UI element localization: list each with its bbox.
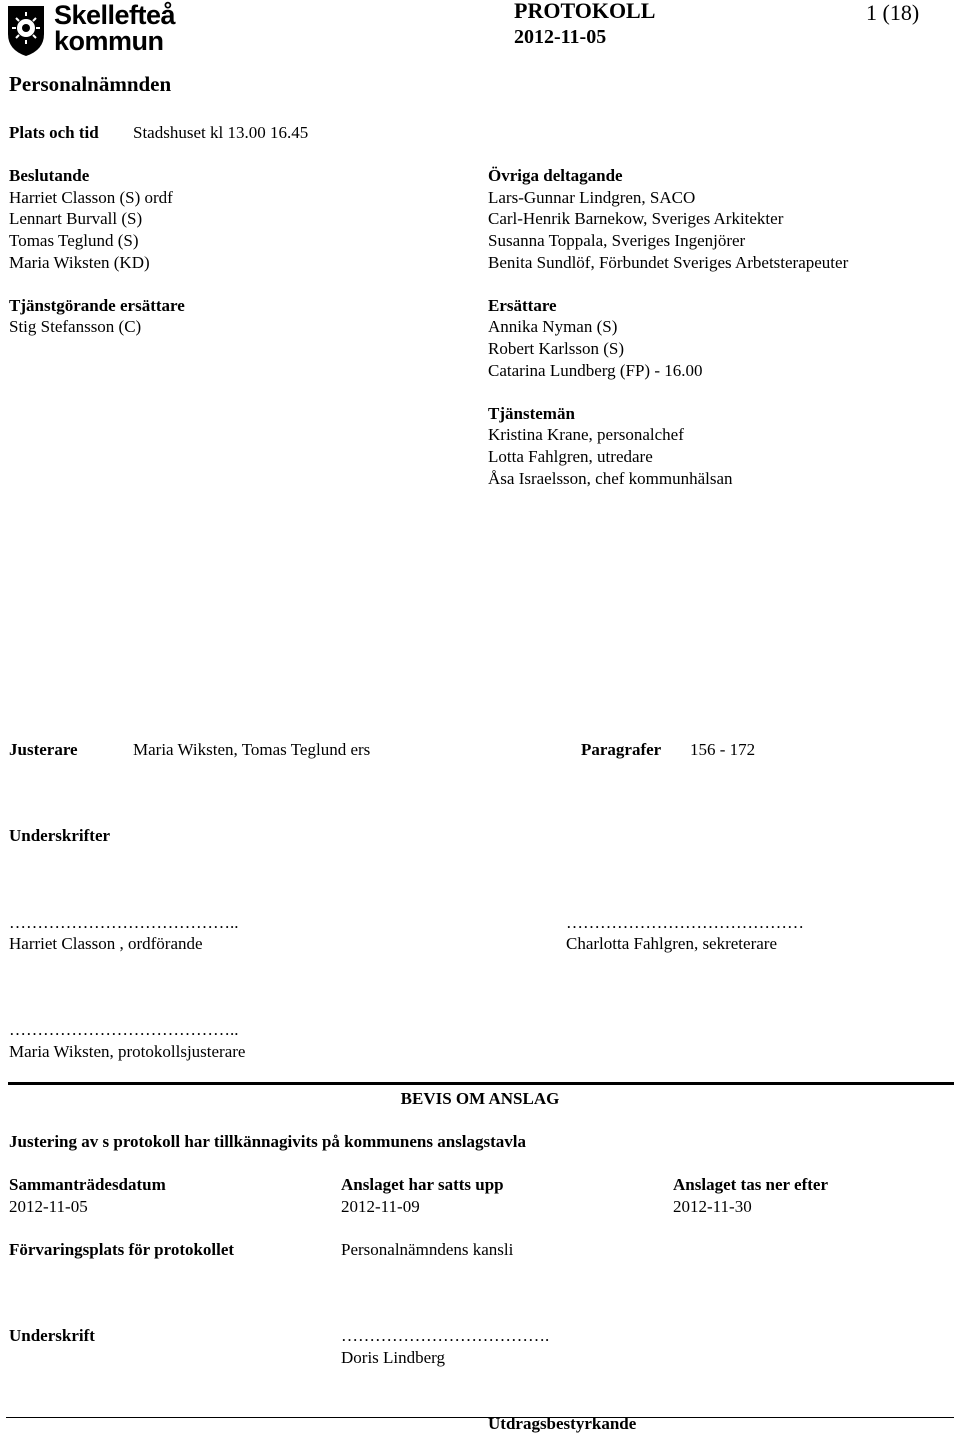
underskrifter-heading: Underskrifter [9, 826, 111, 845]
signature-line-sekreterare: …………………………………… [566, 913, 804, 932]
anslag-ner-label: Anslaget tas ner efter [673, 1175, 829, 1194]
ersattare-member: Robert Karlsson (S) [488, 339, 624, 358]
utdragsbestyrkande-label: Utdragsbestyrkande [488, 1414, 637, 1433]
ovriga-member: Benita Sundlöf, Förbundet Sveriges Arbetsterapeuter [488, 253, 849, 272]
tjanstemen-heading: Tjänstemän [488, 404, 575, 423]
underskrift-label: Underskrift [9, 1326, 95, 1345]
ersattare-member: Catarina Lundberg (FP) - 16.00 [488, 361, 703, 380]
ovriga-member: Carl-Henrik Barnekow, Sveriges Arkitekter [488, 209, 784, 228]
justerare-value: Maria Wiksten, Tomas Teglund ers [133, 740, 371, 759]
paragrafer-value: 156 - 172 [690, 740, 756, 759]
municipality-logo [4, 2, 194, 60]
forvaring-label: Förvaringsplats för protokollet [9, 1240, 235, 1259]
paragrafer-label: Paragrafer [581, 740, 662, 759]
signature-name-sekreterare: Charlotta Fahlgren, sekreterare [566, 934, 777, 953]
sammantradesdatum-label: Sammanträdesdatum [9, 1175, 166, 1194]
logo-line2: kommun [54, 26, 164, 56]
crest-icon [4, 2, 48, 58]
signature-name-justerare: Maria Wiksten, protokollsjusterare [9, 1042, 246, 1061]
doc-type: PROTOKOLL [514, 0, 656, 23]
organ-name: Personalnämnden [9, 72, 172, 96]
footer-divider [6, 1417, 954, 1418]
signature-line-ordforande: ………………………………….. [9, 913, 239, 932]
forvaring-value: Personalnämndens kansli [341, 1240, 514, 1259]
meeting-date: 2012-11-05 [514, 26, 607, 48]
ovriga-member: Lars-Gunnar Lindgren, SACO [488, 188, 696, 207]
anslag-uppsatt-value: 2012-11-09 [341, 1197, 420, 1216]
section-divider [8, 1082, 954, 1085]
tjanstemen-member: Lotta Fahlgren, utredare [488, 447, 653, 466]
underskrift-line: ………………………………. [341, 1326, 550, 1345]
page-number: 1 (18) [866, 0, 920, 25]
tjanstgorande-member: Stig Stefansson (C) [9, 317, 142, 336]
beslutande-member: Tomas Teglund (S) [9, 231, 139, 250]
ersattare-heading: Ersättare [488, 296, 557, 315]
bevis-heading: BEVIS OM ANSLAG [400, 1089, 560, 1108]
ersattare-member: Annika Nyman (S) [488, 317, 618, 336]
signature-name-ordforande: Harriet Classon , ordförande [9, 934, 203, 953]
anslag-uppsatt-label: Anslaget har satts upp [341, 1175, 504, 1194]
bevis-statement: Justering av s protokoll har tillkännagivits på kommunens anslagstavla [9, 1132, 527, 1151]
tjanstemen-member: Kristina Krane, personalchef [488, 425, 684, 444]
logo-line1: Skellefteå [54, 0, 176, 30]
beslutande-member: Maria Wiksten (KD) [9, 253, 150, 272]
ovriga-heading: Övriga deltagande [488, 166, 623, 185]
place-time-value: Stadshuset kl 13.00 16.45 [133, 123, 309, 142]
signature-line-justerare: ………………………………….. [9, 1020, 239, 1039]
justerare-label: Justerare [9, 740, 78, 759]
beslutande-member: Harriet Classon (S) ordf [9, 188, 173, 207]
underskrift-name: Doris Lindberg [341, 1348, 446, 1367]
ovriga-member: Susanna Toppala, Sveriges Ingenjörer [488, 231, 746, 250]
place-time-label: Plats och tid [9, 123, 99, 142]
anslag-ner-value: 2012-11-30 [673, 1197, 752, 1216]
beslutande-heading: Beslutande [9, 166, 90, 185]
tjanstemen-member: Åsa Israelsson, chef kommunhälsan [488, 469, 733, 488]
tjanstgorande-heading: Tjänstgörande ersättare [9, 296, 185, 315]
sammantradesdatum-value: 2012-11-05 [9, 1197, 88, 1216]
beslutande-member: Lennart Burvall (S) [9, 209, 143, 228]
